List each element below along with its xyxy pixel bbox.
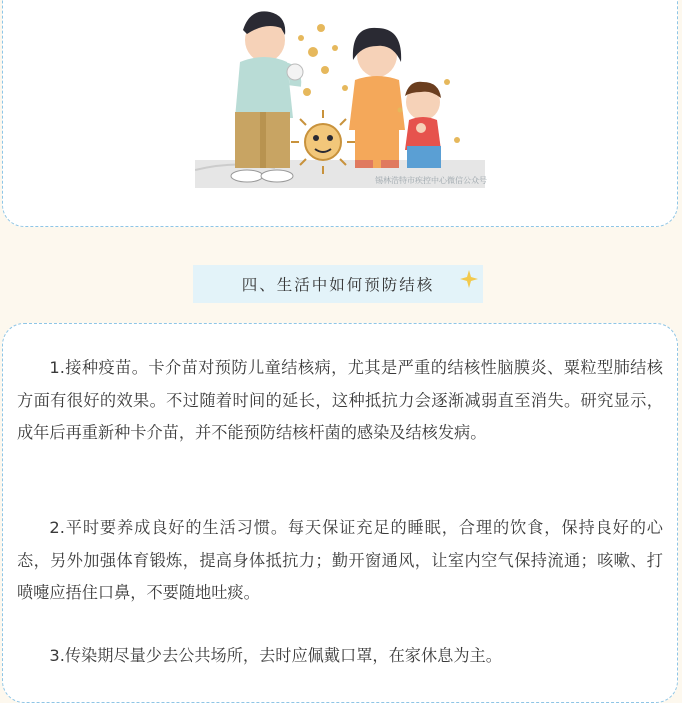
virus-particles	[298, 24, 348, 96]
illustration-watermark: 锡林浩特市疾控中心微信公众号	[375, 176, 487, 185]
paragraph-vaccination: 1.接种疫苗。卡介苗对预防儿童结核病，尤其是严重的结核性脑膜炎、粟粒型肺结核方面有很好的效果。不过随着时间的延长，这种抵抗力会逐渐减弱直至消失。研究显示，成年后再重新种卡介苗，并不能预防结核杆菌的感染及结核发病。	[17, 358, 663, 442]
sparkle-icon	[460, 270, 478, 288]
paragraph-habits: 2.平时要养成良好的生活习惯。每天保证充足的睡眠，合理的饮食，保持良好的心态，另外加强体育锻炼，提高身体抵抗力；勤开窗通风，让室内空气保持流通；咳嗽、打喷嚏应捂住口鼻，不要随地吐痰。	[17, 518, 663, 602]
section-heading-text: 四、生活中如何预防结核	[241, 276, 435, 294]
man-figure	[231, 11, 303, 182]
child-figure	[405, 82, 441, 168]
people-coughing-virus-illustration	[195, 0, 485, 195]
paragraph-public-places: 3.传染期尽量少去公共场所，去时应佩戴口罩，在家休息为主。	[49, 646, 502, 665]
woman-figure	[349, 28, 405, 168]
section-heading	[193, 265, 483, 303]
